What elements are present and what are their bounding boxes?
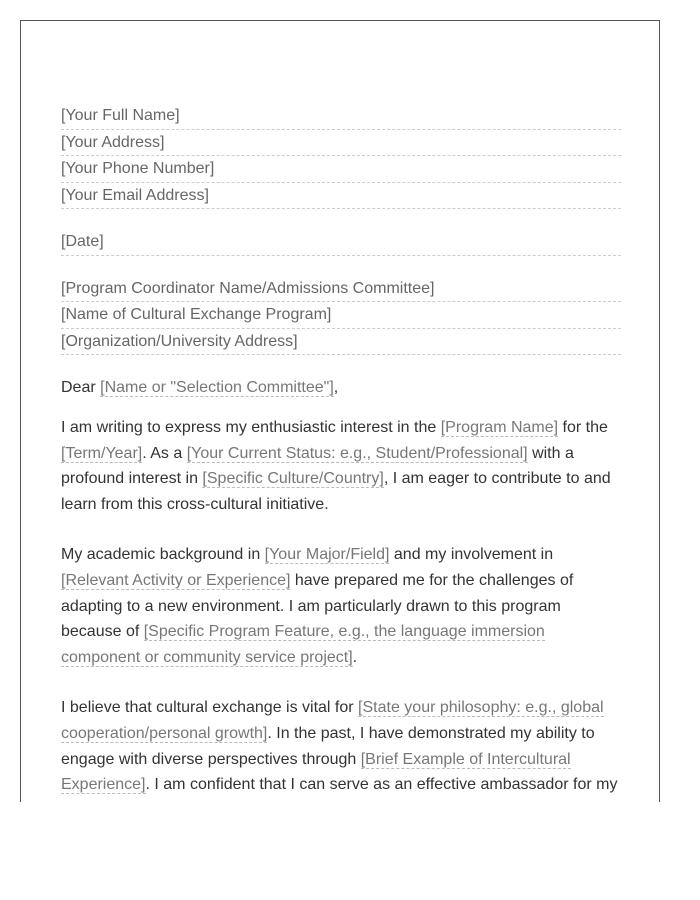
recipient-name-field[interactable]: [Program Coordinator Name/Admissions Committee] (61, 276, 621, 303)
placeholder-field[interactable]: [Term/Year] (61, 444, 143, 462)
body-text: My academic background in (61, 546, 265, 564)
spacer (61, 209, 621, 229)
body-paragraph-3 (61, 695, 621, 797)
body-text: . I am confident that I can serve as an effective ambassador for my (145, 776, 618, 794)
body-text: I believe that cultural exchange is vital for (61, 699, 359, 717)
placeholder-field[interactable]: [Specific Program Feature, e.g., the language immersion component or community service project] (61, 623, 545, 666)
date-field[interactable]: [Date] (61, 229, 621, 256)
body-text: have prepared me for the challenges of adapting to a new environment. I am particularly drawn to this program because of (61, 571, 574, 641)
body-text: . As a (142, 444, 187, 462)
placeholder-field[interactable]: [Relevant Activity or Experience] (61, 571, 291, 589)
body-paragraph-2 (61, 542, 621, 670)
body-text: I am writing to express my enthusiastic interest in the (61, 419, 441, 436)
body-text: , I am eager to contribute to and learn from this cross-cultural initiative. (61, 470, 611, 513)
sender-phone-field[interactable]: [Your Phone Number] (61, 156, 621, 183)
body-text: with a profound interest in (61, 444, 574, 488)
recipient-program-field[interactable]: [Name of Cultural Exchange Program] (61, 302, 621, 329)
placeholder-field[interactable]: [Brief Example of Intercultural Experience] (61, 750, 571, 794)
placeholder-field[interactable]: [Specific Culture/Country] (202, 470, 384, 488)
letter-content (61, 103, 621, 798)
sender-name-field[interactable]: [Your Full Name] (61, 103, 621, 130)
placeholder-field[interactable]: [Your Current Status: e.g., Student/Professional] (186, 444, 528, 462)
body-text: and my involvement in (389, 546, 554, 564)
body-text: . (352, 648, 358, 666)
placeholder-field[interactable]: [State your philosophy: e.g., global cooperation/personal growth] (61, 699, 604, 742)
placeholder-field[interactable]: [Program Name] (440, 419, 559, 436)
spacer (61, 256, 621, 276)
letter-body (61, 415, 621, 798)
recipient-address-field[interactable]: [Organization/University Address] (61, 329, 621, 356)
sender-block (61, 103, 621, 209)
salutation-suffix: , (333, 379, 339, 396)
body-text: . In the past, I have demonstrated my ability to engage with diverse perspectives through (61, 724, 595, 768)
sender-address-field[interactable]: [Your Address] (61, 130, 621, 157)
placeholder-field[interactable]: [Your Major/Field] (264, 546, 390, 564)
salutation-prefix: Dear (61, 379, 101, 396)
letter-page (20, 20, 660, 802)
salutation (61, 376, 621, 400)
body-paragraph-1 (61, 415, 621, 517)
recipient-block (61, 276, 621, 356)
body-text: for the (558, 419, 608, 436)
sender-email-field[interactable]: [Your Email Address] (61, 183, 621, 210)
salutation-placeholder[interactable]: [Name or "Selection Committee"] (100, 379, 334, 396)
